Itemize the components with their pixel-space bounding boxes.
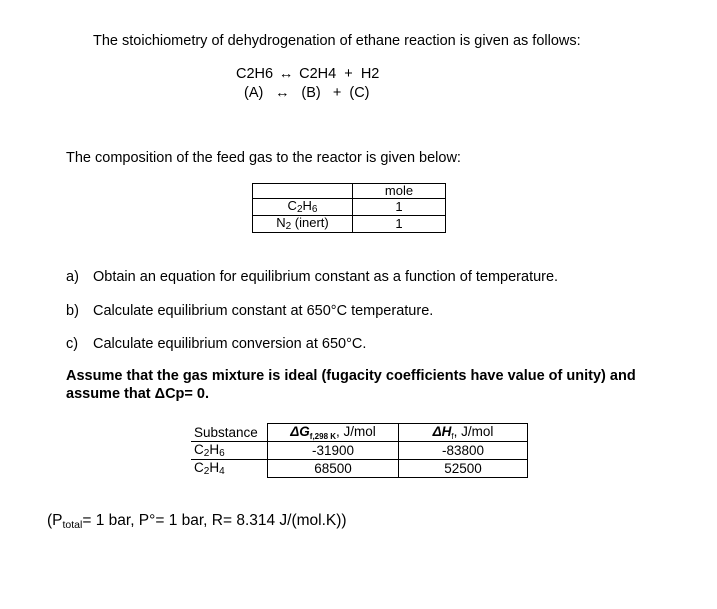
feed-value-ethane: 1: [353, 199, 446, 216]
label-arrow: ↔: [275, 85, 290, 101]
thermo-gibbs-ethane: -31900: [268, 442, 399, 460]
thermo-header-gibbs: $\Delta G_{f,298 K}$, J/mol: [268, 424, 399, 442]
thermo-header-enthalpy: $\Delta H_f$, J/mol: [399, 424, 528, 442]
question-text: Obtain an equation for equilibrium constant as a function of temperature.: [93, 269, 559, 285]
question-b: [66, 303, 434, 319]
equilibrium-arrow: ↔: [278, 66, 294, 82]
label-a: (A): [244, 85, 264, 101]
table-row: [253, 199, 446, 216]
feed-value-nitrogen: 1: [353, 216, 446, 233]
question-letter: a): [66, 269, 79, 285]
thermo-table-header: [191, 424, 528, 442]
assumption-line-1: Assume that the gas mixture is ideal (fugacity coefficients have value of unity) and: [66, 368, 636, 384]
table-row: [253, 216, 446, 233]
feed-species-nitrogen: N2 (inert): [253, 216, 353, 233]
conditions-text: (Ptotal= 1 bar, P°= 1 bar, R= 8.314 J/(mol.K)): [47, 512, 347, 531]
thermo-enthalpy-ethylene: 52500: [399, 460, 528, 478]
intro-text: The stoichiometry of dehydrogenation of ethane reaction is given as follows:: [93, 33, 581, 49]
table-row: [191, 442, 528, 460]
feed-table: [252, 183, 446, 233]
question-letter: b): [66, 303, 79, 319]
reactant-ethane: C2H6: [236, 66, 274, 82]
reaction-equation: [236, 66, 379, 82]
question-a: [66, 269, 559, 285]
question-c: [66, 336, 367, 352]
feed-table-header: [253, 184, 446, 199]
thermo-enthalpy-ethane: -83800: [399, 442, 528, 460]
feed-intro-text: The composition of the feed gas to the reactor is given below:: [66, 150, 461, 166]
question-text: Calculate equilibrium constant at 650°C temperature.: [93, 303, 434, 319]
question-text: Calculate equilibrium conversion at 650°C.: [93, 336, 367, 352]
product-ethylene: C2H4: [299, 66, 337, 82]
question-letter: c): [66, 336, 79, 352]
label-c: (C): [349, 85, 370, 101]
feed-table-header-mole: mole: [353, 184, 446, 199]
product-hydrogen: H2: [360, 66, 380, 82]
plus-sign: +: [344, 66, 353, 82]
feed-species-ethane: C2H6: [253, 199, 353, 216]
thermo-substance-ethane: C2H6: [191, 442, 268, 460]
thermo-gibbs-ethylene: 68500: [268, 460, 399, 478]
label-b: (B): [301, 85, 321, 101]
table-row: [191, 460, 528, 478]
reaction-labels: [244, 85, 370, 101]
thermo-table: [191, 423, 528, 478]
assumption-line-2: assume that ΔCp= 0.: [66, 386, 209, 402]
label-plus: +: [332, 85, 342, 101]
thermo-header-substance: Substance: [191, 424, 268, 442]
thermo-substance-ethylene: C2H4: [191, 460, 268, 478]
